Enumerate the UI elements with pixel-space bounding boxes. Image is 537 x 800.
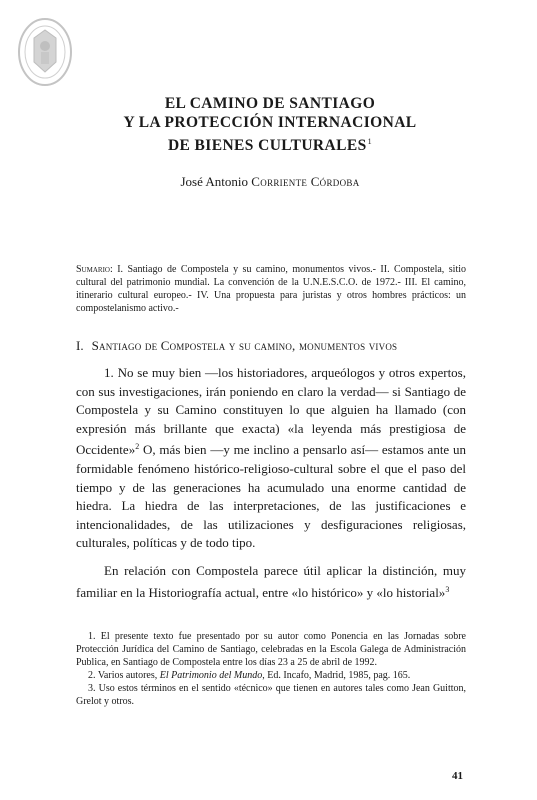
title-footnote-ref: 1	[367, 137, 373, 146]
footnote-2	[76, 669, 466, 682]
footnote-ref-3: 3	[445, 584, 450, 594]
paragraph-1-part-a: 1. No se muy bien —los historiadores, arqueólogos y otros expertos, con sus investigaciones, irán poniendo en claro la verdad— si Santiago de Compostela y su Camino constituyen lo que alguien ha llamado (con expresión más brillante que exacta) «la leyenda más prestigiosa de Occidente»	[76, 365, 466, 458]
paragraph-1	[76, 364, 466, 553]
footnote-ref-2: 2	[135, 442, 140, 452]
footnote-2-title: El Patrimonio del Mundo	[159, 670, 263, 681]
summary-text: I. Santiago de Compostela y su camino, monumentos vivos.- II. Compostela, sitio cultural del patrimonio mundial. La convención de la U.N.E.S.C.O. de 1972.- III. El camino, itinerario cultural europeo.- IV. Una propuesta para juristas y otros hombres prácticos: un compostelanismo activo.-	[76, 264, 466, 314]
title-line-3: DE BIENES CULTURALES	[167, 137, 367, 154]
footnote-2-tail: , Ed. Incafo, Madrid, 1985, pag. 165.	[262, 670, 411, 681]
title-line-1: EL CAMINO DE SANTIAGO	[164, 95, 376, 112]
footnote-2-lead: 2. Varios autores,	[88, 670, 160, 681]
article-title	[90, 94, 450, 155]
section-heading	[76, 338, 476, 354]
footnote-3: 3. Uso estos términos en el sentido «técnico» que tienen en autores tales como Jean Guitton, Grelot y otros.	[76, 683, 466, 707]
author-name	[100, 174, 440, 190]
page-number: 41	[452, 770, 463, 782]
author-given-name: José Antonio	[180, 174, 249, 189]
paragraph-1-part-b: O, más bien —y me inclino a pensarlo así— estamos ante un formidable fenómeno histórico-religioso-cultural sobre el que el paso del tiempo y de las generaciones ha acumulado una enorme cantidad de hiedra. La hiedra de las interpretaciones, de las justificaciones e intencionalidades, de las utilizaciones y desfiguraciones religiosas, culturales, políticas y de todo tipo.	[76, 442, 466, 551]
body-text	[76, 364, 466, 611]
paragraph-2	[76, 562, 466, 602]
footnotes	[76, 630, 466, 708]
paragraph-2-text: En relación con Compostela parece útil aplicar la distinción, muy familiar en la Historiografía actual, entre «lo histórico» y «lo historial»	[76, 562, 466, 600]
author-surname: Corriente Córdoba	[251, 174, 360, 189]
summary-label: Sumario:	[76, 264, 113, 275]
section-title: Santiago de Compostela y su camino, monumentos vivos	[91, 338, 398, 353]
section-number: I.	[76, 338, 84, 353]
summary-block	[76, 263, 466, 315]
title-line-3-wrap	[90, 132, 450, 155]
footnote-1: 1. El presente texto fue presentado por su autor como Ponencia en las Jornadas sobre Protección Jurídica del Camino de Santiago, celebradas en la Escola Galega de Administración Publica, en Santiago de Compostela entre los días 23 a 25 de abril de 1992.	[76, 631, 466, 668]
title-line-2: Y LA PROTECCIÓN INTERNACIONAL	[123, 114, 417, 131]
library-seal-icon	[16, 16, 74, 88]
